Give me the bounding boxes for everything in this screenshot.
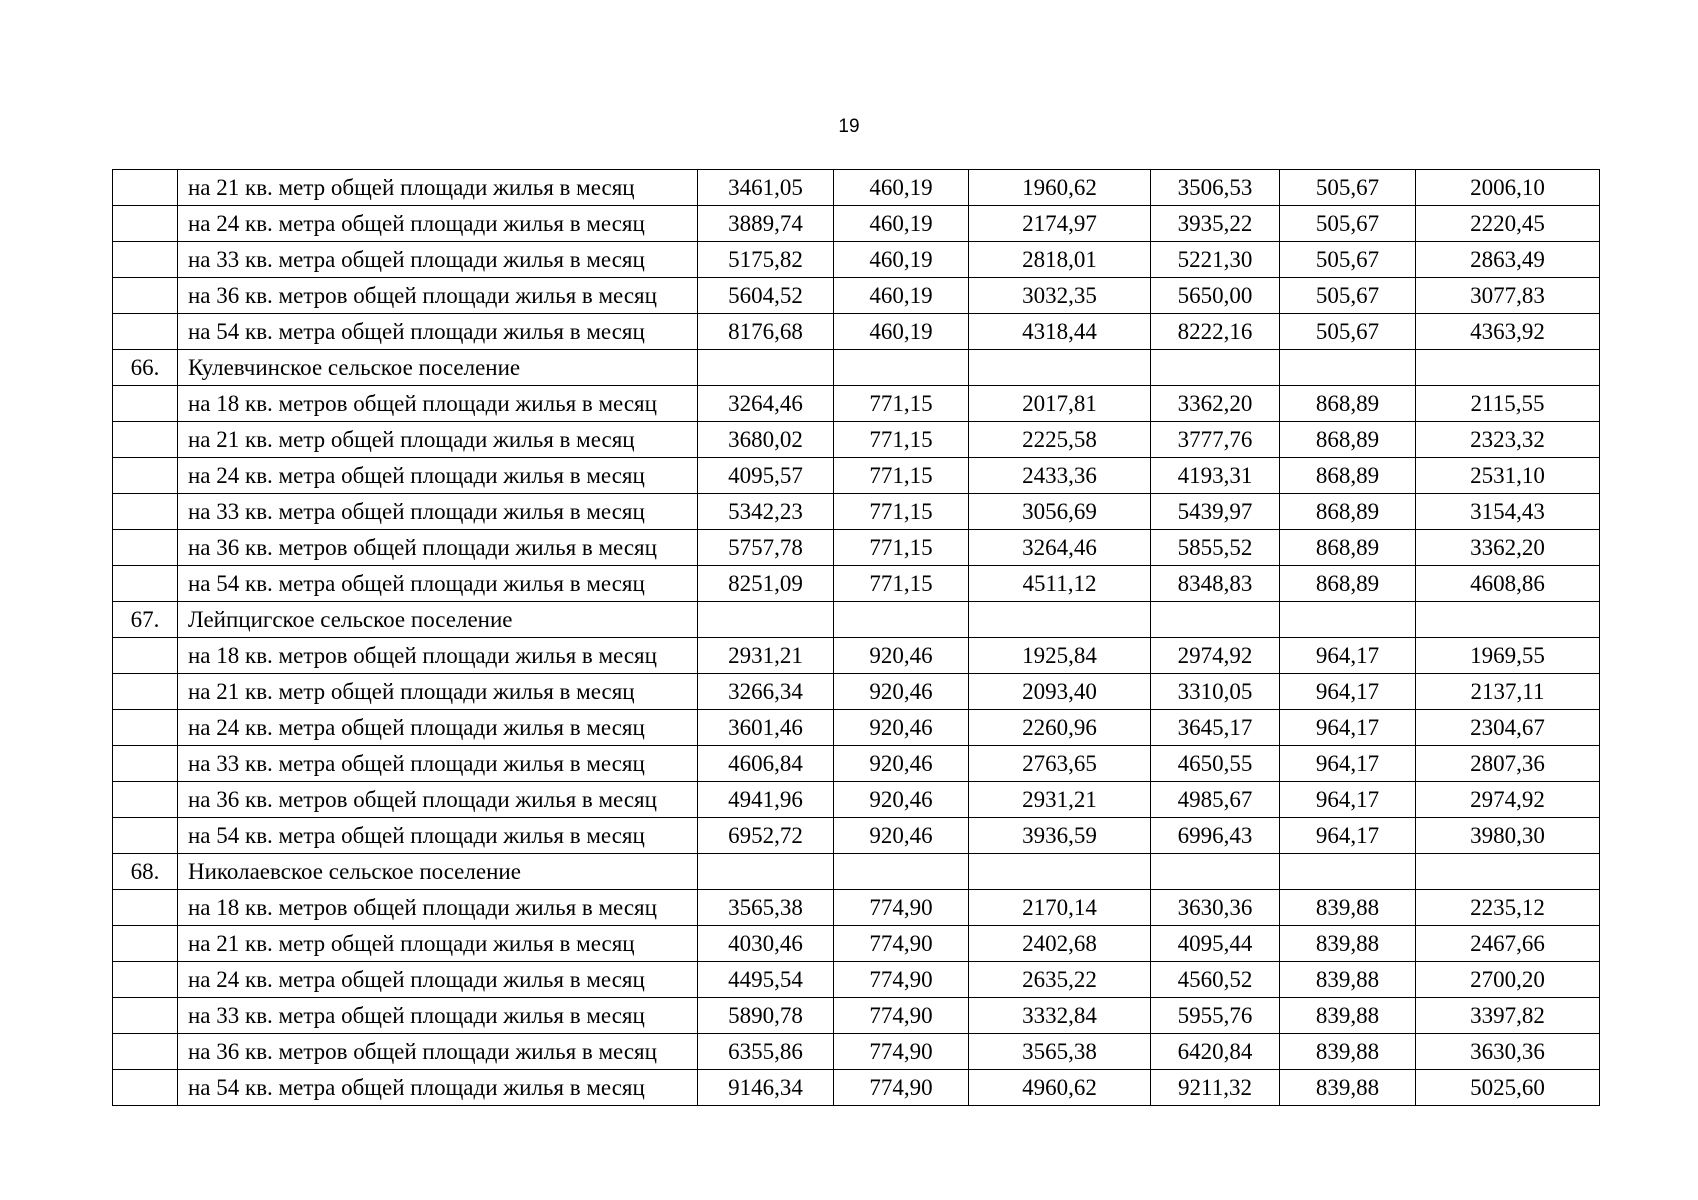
value-cell: 3645,17 — [1151, 710, 1280, 746]
value-cell — [1280, 350, 1416, 386]
value-cell: 2137,11 — [1416, 674, 1600, 710]
value-cell — [1280, 602, 1416, 638]
value-cell: 774,90 — [834, 962, 969, 998]
value-cell: 2863,49 — [1416, 242, 1600, 278]
value-cell: 774,90 — [834, 890, 969, 926]
value-cell: 920,46 — [834, 710, 969, 746]
value-cell: 839,88 — [1280, 926, 1416, 962]
value-cell: 3461,05 — [698, 170, 834, 206]
table-row — [113, 998, 1600, 1034]
value-cell — [1151, 854, 1280, 890]
value-cell: 771,15 — [834, 386, 969, 422]
value-cell: 5650,00 — [1151, 278, 1280, 314]
value-cell: 839,88 — [1280, 962, 1416, 998]
row-label-cell: Николаевское сельское поселение — [178, 854, 698, 890]
row-label-cell: на 36 кв. метров общей площади жилья в месяц — [178, 1034, 698, 1070]
value-cell: 5757,78 — [698, 530, 834, 566]
row-number-cell — [113, 314, 178, 350]
tariff-table — [112, 169, 1600, 1106]
value-cell: 5439,97 — [1151, 494, 1280, 530]
value-cell: 460,19 — [834, 278, 969, 314]
row-label-cell: Кулевчинское сельское поселение — [178, 350, 698, 386]
table-row — [113, 926, 1600, 962]
row-number-cell — [113, 710, 178, 746]
value-cell: 2931,21 — [969, 782, 1151, 818]
table-row — [113, 170, 1600, 206]
value-cell: 920,46 — [834, 746, 969, 782]
row-label-cell: на 24 кв. метра общей площади жилья в месяц — [178, 206, 698, 242]
value-cell — [1280, 854, 1416, 890]
value-cell: 2635,22 — [969, 962, 1151, 998]
value-cell — [1416, 602, 1600, 638]
table-row — [113, 818, 1600, 854]
value-cell: 964,17 — [1280, 746, 1416, 782]
value-cell: 2763,65 — [969, 746, 1151, 782]
row-number-cell — [113, 638, 178, 674]
value-cell: 5604,52 — [698, 278, 834, 314]
value-cell: 4560,52 — [1151, 962, 1280, 998]
table-row — [113, 962, 1600, 998]
row-label-cell: на 54 кв. метра общей площади жилья в месяц — [178, 1070, 698, 1106]
value-cell: 6952,72 — [698, 818, 834, 854]
row-label-cell: на 33 кв. метра общей площади жилья в месяц — [178, 494, 698, 530]
row-number-cell — [113, 674, 178, 710]
value-cell: 460,19 — [834, 206, 969, 242]
value-cell: 505,67 — [1280, 206, 1416, 242]
row-number-cell — [113, 530, 178, 566]
row-number-cell — [113, 1034, 178, 1070]
value-cell: 868,89 — [1280, 458, 1416, 494]
table-row — [113, 1034, 1600, 1070]
value-cell: 771,15 — [834, 422, 969, 458]
value-cell: 5890,78 — [698, 998, 834, 1034]
value-cell: 6355,86 — [698, 1034, 834, 1070]
row-label-cell: на 18 кв. метров общей площади жилья в месяц — [178, 386, 698, 422]
value-cell: 4985,67 — [1151, 782, 1280, 818]
value-cell — [834, 602, 969, 638]
value-cell: 3362,20 — [1416, 530, 1600, 566]
value-cell: 771,15 — [834, 530, 969, 566]
value-cell: 868,89 — [1280, 566, 1416, 602]
row-number-cell — [113, 998, 178, 1034]
value-cell: 505,67 — [1280, 314, 1416, 350]
value-cell: 2017,81 — [969, 386, 1151, 422]
value-cell: 5175,82 — [698, 242, 834, 278]
value-cell: 774,90 — [834, 1070, 969, 1106]
value-cell: 868,89 — [1280, 530, 1416, 566]
value-cell: 6996,43 — [1151, 818, 1280, 854]
value-cell: 3630,36 — [1416, 1034, 1600, 1070]
row-label-cell: на 54 кв. метра общей площади жилья в месяц — [178, 566, 698, 602]
value-cell: 4608,86 — [1416, 566, 1600, 602]
value-cell: 3777,76 — [1151, 422, 1280, 458]
row-label-cell: на 21 кв. метр общей площади жилья в месяц — [178, 422, 698, 458]
row-label-cell: на 54 кв. метра общей площади жилья в месяц — [178, 818, 698, 854]
row-number-cell — [113, 926, 178, 962]
value-cell: 2115,55 — [1416, 386, 1600, 422]
value-cell — [1151, 602, 1280, 638]
row-number-cell — [113, 242, 178, 278]
table-row — [113, 674, 1600, 710]
value-cell: 964,17 — [1280, 710, 1416, 746]
value-cell: 3362,20 — [1151, 386, 1280, 422]
table-row — [113, 206, 1600, 242]
row-label-cell: на 36 кв. метров общей площади жилья в месяц — [178, 782, 698, 818]
value-cell: 920,46 — [834, 674, 969, 710]
value-cell: 868,89 — [1280, 422, 1416, 458]
value-cell — [1416, 350, 1600, 386]
value-cell: 964,17 — [1280, 782, 1416, 818]
table-row — [113, 638, 1600, 674]
value-cell — [834, 854, 969, 890]
row-number-cell — [113, 206, 178, 242]
value-cell: 2931,21 — [698, 638, 834, 674]
value-cell: 5855,52 — [1151, 530, 1280, 566]
value-cell — [969, 602, 1151, 638]
value-cell: 2433,36 — [969, 458, 1151, 494]
table-row — [113, 242, 1600, 278]
value-cell: 964,17 — [1280, 818, 1416, 854]
value-cell: 2531,10 — [1416, 458, 1600, 494]
value-cell: 2467,66 — [1416, 926, 1600, 962]
value-cell: 3936,59 — [969, 818, 1151, 854]
value-cell — [698, 854, 834, 890]
value-cell: 4495,54 — [698, 962, 834, 998]
value-cell: 9211,32 — [1151, 1070, 1280, 1106]
value-cell: 5955,76 — [1151, 998, 1280, 1034]
value-cell: 771,15 — [834, 494, 969, 530]
value-cell: 2170,14 — [969, 890, 1151, 926]
value-cell: 868,89 — [1280, 494, 1416, 530]
row-label-cell: на 24 кв. метра общей площади жилья в месяц — [178, 710, 698, 746]
table-row — [113, 1070, 1600, 1106]
row-label-cell: на 33 кв. метра общей площади жилья в месяц — [178, 242, 698, 278]
row-label-cell: на 24 кв. метра общей площади жилья в месяц — [178, 458, 698, 494]
value-cell: 3889,74 — [698, 206, 834, 242]
value-cell: 4363,92 — [1416, 314, 1600, 350]
row-number-cell: 67. — [113, 602, 178, 638]
table-row — [113, 746, 1600, 782]
value-cell: 774,90 — [834, 926, 969, 962]
value-cell: 1925,84 — [969, 638, 1151, 674]
value-cell: 2807,36 — [1416, 746, 1600, 782]
value-cell — [1416, 854, 1600, 890]
value-cell: 2402,68 — [969, 926, 1151, 962]
table-row — [113, 890, 1600, 926]
value-cell: 5221,30 — [1151, 242, 1280, 278]
value-cell: 505,67 — [1280, 170, 1416, 206]
value-cell — [698, 602, 834, 638]
value-cell: 2700,20 — [1416, 962, 1600, 998]
value-cell: 2093,40 — [969, 674, 1151, 710]
table-row — [113, 602, 1600, 638]
row-number-cell — [113, 962, 178, 998]
value-cell: 771,15 — [834, 566, 969, 602]
value-cell: 3630,36 — [1151, 890, 1280, 926]
value-cell: 920,46 — [834, 638, 969, 674]
row-number-cell — [113, 278, 178, 314]
value-cell: 1960,62 — [969, 170, 1151, 206]
table-row — [113, 422, 1600, 458]
table-row — [113, 350, 1600, 386]
value-cell: 4606,84 — [698, 746, 834, 782]
table-row — [113, 782, 1600, 818]
value-cell: 5342,23 — [698, 494, 834, 530]
value-cell: 3056,69 — [969, 494, 1151, 530]
value-cell: 6420,84 — [1151, 1034, 1280, 1070]
value-cell: 2304,67 — [1416, 710, 1600, 746]
value-cell: 964,17 — [1280, 638, 1416, 674]
row-number-cell — [113, 782, 178, 818]
value-cell: 505,67 — [1280, 278, 1416, 314]
table-row — [113, 854, 1600, 890]
value-cell: 4318,44 — [969, 314, 1151, 350]
value-cell: 3264,46 — [698, 386, 834, 422]
value-cell: 2174,97 — [969, 206, 1151, 242]
row-number-cell — [113, 386, 178, 422]
row-label-cell: на 36 кв. метров общей площади жилья в месяц — [178, 530, 698, 566]
value-cell: 771,15 — [834, 458, 969, 494]
page-number: 19 — [838, 116, 860, 137]
row-number-cell: 66. — [113, 350, 178, 386]
row-number-cell — [113, 746, 178, 782]
value-cell: 3032,35 — [969, 278, 1151, 314]
table-row — [113, 278, 1600, 314]
table-row — [113, 530, 1600, 566]
value-cell: 3935,22 — [1151, 206, 1280, 242]
row-number-cell — [113, 890, 178, 926]
value-cell: 4650,55 — [1151, 746, 1280, 782]
row-label-cell: на 18 кв. метров общей площади жилья в месяц — [178, 638, 698, 674]
value-cell: 3332,84 — [969, 998, 1151, 1034]
row-number-cell — [113, 170, 178, 206]
table-body — [113, 170, 1600, 1106]
row-label-cell: на 54 кв. метра общей площади жилья в месяц — [178, 314, 698, 350]
value-cell: 3397,82 — [1416, 998, 1600, 1034]
value-cell: 4960,62 — [969, 1070, 1151, 1106]
value-cell: 2974,92 — [1416, 782, 1600, 818]
value-cell: 460,19 — [834, 242, 969, 278]
value-cell: 9146,34 — [698, 1070, 834, 1106]
value-cell: 2974,92 — [1151, 638, 1280, 674]
row-label-cell: на 18 кв. метров общей площади жилья в месяц — [178, 890, 698, 926]
row-label-cell: на 21 кв. метр общей площади жилья в месяц — [178, 170, 698, 206]
row-number-cell — [113, 458, 178, 494]
table-row — [113, 566, 1600, 602]
value-cell: 839,88 — [1280, 890, 1416, 926]
row-number-cell: 68. — [113, 854, 178, 890]
value-cell: 920,46 — [834, 818, 969, 854]
value-cell: 774,90 — [834, 998, 969, 1034]
value-cell: 3506,53 — [1151, 170, 1280, 206]
value-cell: 460,19 — [834, 170, 969, 206]
value-cell: 868,89 — [1280, 386, 1416, 422]
value-cell: 4030,46 — [698, 926, 834, 962]
value-cell — [1151, 350, 1280, 386]
value-cell: 505,67 — [1280, 242, 1416, 278]
table-row — [113, 314, 1600, 350]
value-cell: 964,17 — [1280, 674, 1416, 710]
value-cell: 8251,09 — [698, 566, 834, 602]
value-cell: 4193,31 — [1151, 458, 1280, 494]
row-label-cell: на 33 кв. метра общей площади жилья в месяц — [178, 746, 698, 782]
row-label-cell: на 33 кв. метра общей площади жилья в месяц — [178, 998, 698, 1034]
row-number-cell — [113, 422, 178, 458]
value-cell: 8176,68 — [698, 314, 834, 350]
value-cell: 3077,83 — [1416, 278, 1600, 314]
value-cell — [698, 350, 834, 386]
value-cell: 8222,16 — [1151, 314, 1280, 350]
value-cell: 3154,43 — [1416, 494, 1600, 530]
value-cell: 839,88 — [1280, 1070, 1416, 1106]
row-label-cell: Лейпцигское сельское поселение — [178, 602, 698, 638]
value-cell: 3680,02 — [698, 422, 834, 458]
value-cell: 2323,32 — [1416, 422, 1600, 458]
value-cell: 3980,30 — [1416, 818, 1600, 854]
value-cell: 774,90 — [834, 1034, 969, 1070]
value-cell — [969, 350, 1151, 386]
value-cell: 3310,05 — [1151, 674, 1280, 710]
row-label-cell: на 21 кв. метр общей площади жилья в месяц — [178, 674, 698, 710]
value-cell: 3601,46 — [698, 710, 834, 746]
value-cell: 460,19 — [834, 314, 969, 350]
value-cell: 2225,58 — [969, 422, 1151, 458]
value-cell: 839,88 — [1280, 998, 1416, 1034]
row-number-cell — [113, 494, 178, 530]
value-cell: 3565,38 — [969, 1034, 1151, 1070]
value-cell: 2260,96 — [969, 710, 1151, 746]
value-cell: 5025,60 — [1416, 1070, 1600, 1106]
value-cell: 4095,57 — [698, 458, 834, 494]
value-cell: 920,46 — [834, 782, 969, 818]
value-cell: 3565,38 — [698, 890, 834, 926]
row-label-cell: на 36 кв. метров общей площади жилья в месяц — [178, 278, 698, 314]
value-cell: 4095,44 — [1151, 926, 1280, 962]
value-cell: 3264,46 — [969, 530, 1151, 566]
value-cell: 1969,55 — [1416, 638, 1600, 674]
table-row — [113, 458, 1600, 494]
value-cell: 2818,01 — [969, 242, 1151, 278]
value-cell: 2006,10 — [1416, 170, 1600, 206]
row-label-cell: на 21 кв. метр общей площади жилья в месяц — [178, 926, 698, 962]
value-cell: 4511,12 — [969, 566, 1151, 602]
row-number-cell — [113, 1070, 178, 1106]
value-cell — [969, 854, 1151, 890]
value-cell: 2220,45 — [1416, 206, 1600, 242]
value-cell: 839,88 — [1280, 1034, 1416, 1070]
value-cell: 3266,34 — [698, 674, 834, 710]
value-cell: 4941,96 — [698, 782, 834, 818]
value-cell — [834, 350, 969, 386]
value-cell: 2235,12 — [1416, 890, 1600, 926]
table-row — [113, 494, 1600, 530]
row-label-cell: на 24 кв. метра общей площади жилья в месяц — [178, 962, 698, 998]
value-cell: 8348,83 — [1151, 566, 1280, 602]
row-number-cell — [113, 566, 178, 602]
table-row — [113, 386, 1600, 422]
table-row — [113, 710, 1600, 746]
row-number-cell — [113, 818, 178, 854]
